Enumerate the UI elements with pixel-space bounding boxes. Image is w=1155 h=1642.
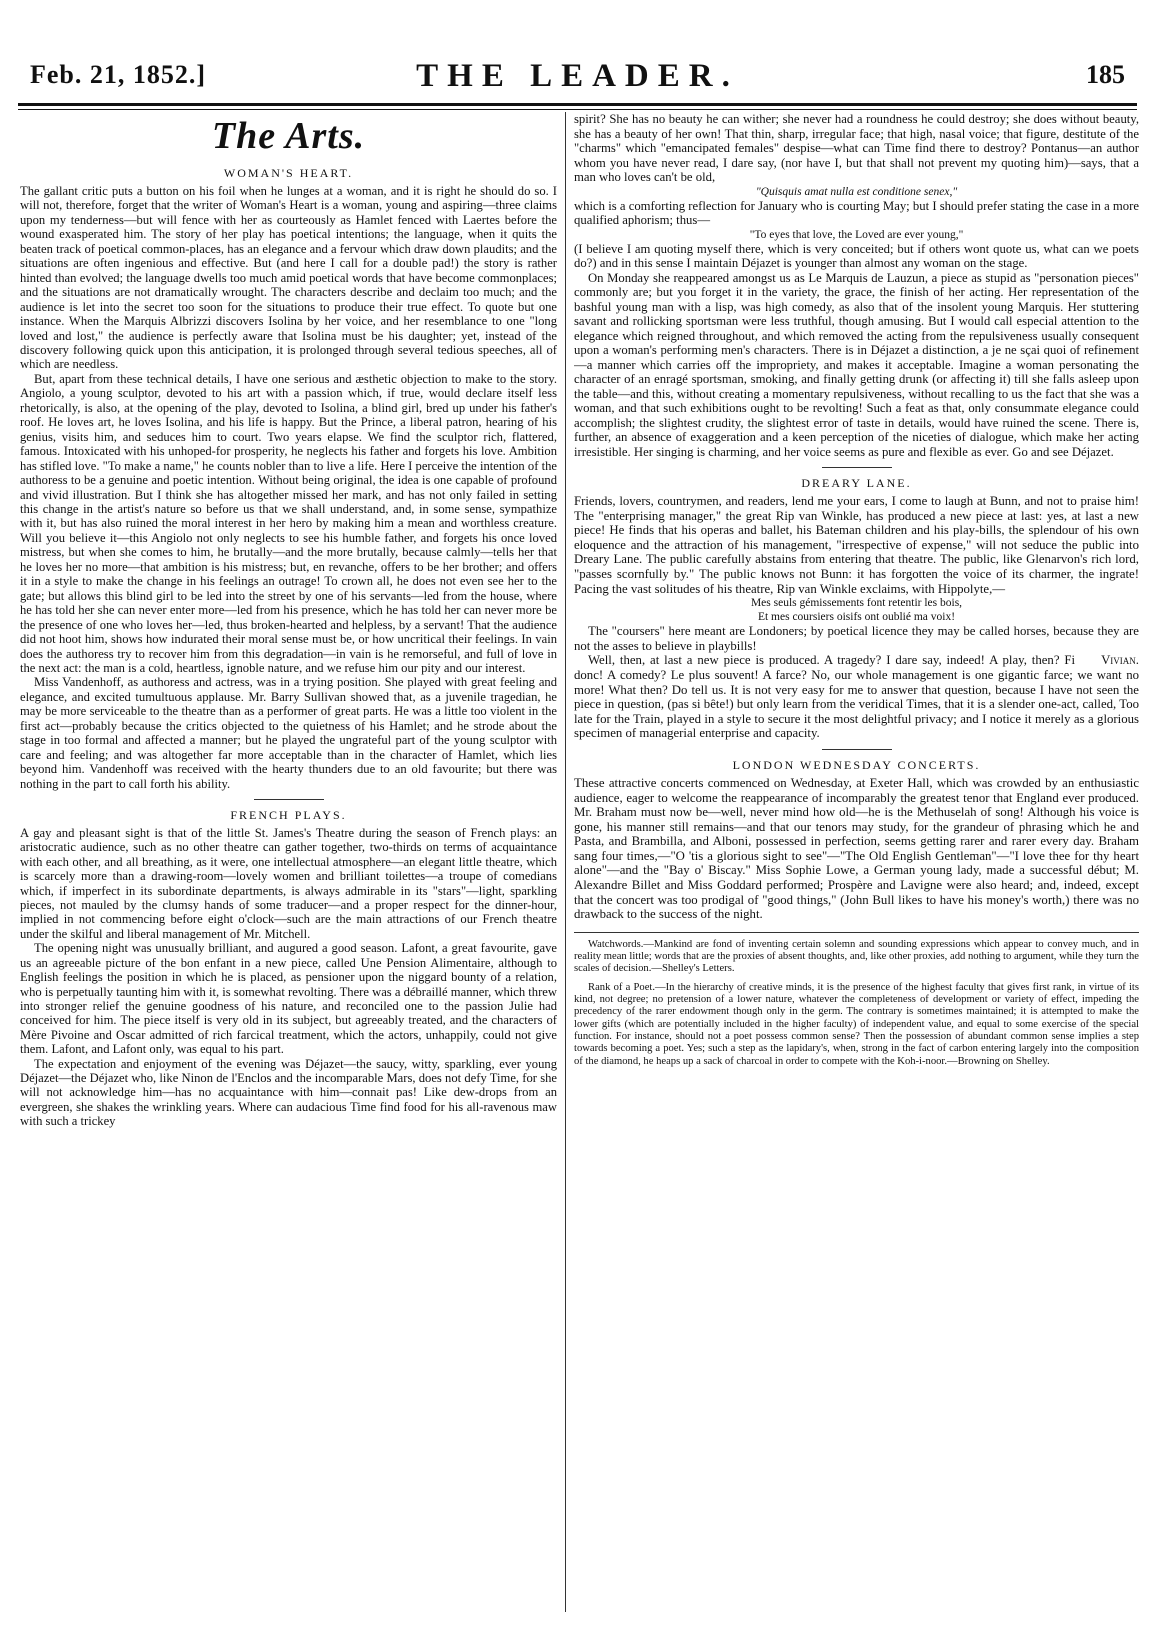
issue-date: Feb. 21, 1852.] — [30, 60, 207, 89]
column-divider — [565, 112, 566, 1612]
french-plays-paragraph: The expectation and enjoyment of the evening was Déjazet—the saucy, witty, sparkling, ever young Déjazet—the Déjazet who, like Ninon de l'Enclos and the incomparable Mars, does not defy Time, for she will not acknowledge him—has no acquaintance with him—connait pas! Like dew-drops from an evergreen, she shakes the wrinkling years. Where can audacious Time find food for his all-ravenous maw with such a trickey — [20, 1056, 557, 1129]
womans-heart-paragraph: The gallant critic puts a button on his foil when he lunges at a woman, and it is right he should do so. I will not, therefore, forget that the writer of Woman's Heart is a woman, young and aspiring—three claims upon my tenderness—but will fence with her as courteously as Hamlet fenced with Laertes before the wound exasperated him. The story of her play has poetical intentions; the language, when it quits the beaten track of poetical common-places, has an elegance and a fervour which draw down plaudits; and the situations are often ingenious and effective. But (and here I call for a double pad!) the story is rather hinted than evolved; the language dwells too much amid poetical words that have become commonplaces; and the situations are not dramatically wrought. The characters describe and declaim too much; and the audience is let into the secret too soon for the situations to produce their true effect. To quote but one instance. When the Marquis Albrizzi discovers Isolina by her voice, and her resemblance to one "long loved and lost," the audience is perfectly aware that Isolina must be his daughter; yet, instead of the discovery following quick upon this anticipation, it is prolonged through several tedious speeches, all of which are needless. — [20, 184, 557, 372]
dreary-lane-text: Well, then, at last a new piece is produced. A tragedy? I dare say, indeed! A play, then? Fi donc! A comedy? Le plus souvent! A farce? No, our whole management is one gigantic farce; we want no more! What then? Do tell us. It is not very easy for me to answer that question, because I have not seen the piece in question, (pas si bête!) but only learn from the veridical Times, that it is a slender one-act, called, Too late for the Train, played in a style to secure it the most delightful privacy; and I notice it merely as a glorious specimen of managerial enterprise and capacity. — [574, 653, 1139, 741]
separator-rule-full — [574, 932, 1139, 933]
dreary-lane-paragraph: Friends, lovers, countrymen, and readers, lend me your ears, I come to laugh at Bunn, and not to praise him! The "enterprising manager," the great Rip van Winkle, has produced a new piece at last: yes, at last a new piece! He finds that his operas and ballet, his Bateman children and his play-bills, the splendour of his own eloquence and the attraction of his management, "irrespective of expense," will not seduce the public into Dreary Lane. The public carefully abstains from entering that theatre. The public, like Glenarvon's rich lord, "passes scornfully by." The public knows not Bunn: it has forgotten the voice of its charmer, the ingrate! Pacing the vast solitudes of his theatre, Rip van Winkle exclaims, with Hippolyte,— — [574, 494, 1139, 596]
separator-rule — [822, 749, 892, 750]
article-title-dreary-lane: DREARY LANE. — [801, 476, 912, 490]
womans-heart-paragraph: Miss Vandenhoff, as authoress and actress, was in a trying position. She played with great feeling and elegance, and excited tumultuous applause. Mr. Barry Sullivan showed that, as a juvenile tragedian, he may be more serviceable to the theatre than as a performer of great parts. He was a little too violent in the first act—probably because the critics objected to the quietness of his Hamlet; and he strode about the stage in too formal and affected a manner; but he played the ungrateful part of the young sculptor with care and feeling; and was altogether far more acceptable than in the character of Hamlet, which lies beyond him. Vandenhoff was received with the hearty thunders due to an old favourite; but there was nothing in the part to call forth his ability. — [20, 675, 557, 791]
dejazet-paragraph: On Monday she reappeared amongst us as Le Marquis de Lauzun, a piece as stupid as "personation pieces" commonly are; but you forget it in the variety, the grace, the finish of her acting. Her representation of the bashful young man with a lisp, was high comedy, as also that of the insolent young Marquis. Her stuttering savant and rollicking sportsman were less truthful, though amusing. But I would call especial attention to the elegance which reigned throughout, and which removed the acting from the repulsiveness usually consequent upon a woman's performing men's characters. There is in Déjazet a distinction, a je ne sçai quoi of refinement—a manner which carries off the impropriety, and makes it acceptable. Imagine a woman personating the character of an enragé sportsman, smoking, and finally getting drunk (or affecting it) till she falls asleep upon the table—and this, without creating a momentary repulsiveness, without recalling to us the fact that she was a woman, and that such exhibitions ought to be revolting! Such a feat as that, only consummate elegance could accomplish; the slightest crudity, the slightest error of taste in details, would have ruined the scene. There is, further, an absence of exaggeration and a keen perception of the niceties of dialogue, which make her acting irresistible. Her singing is charming, and her voice seems as pure and flexible as ever. Go and see Déjazet. — [574, 270, 1139, 459]
dreary-lane-paragraph — [574, 653, 1139, 741]
french-verse-line: Mes seuls gémissements font retentir les bois, — [750, 597, 963, 610]
article-title-french-plays: FRENCH PLAYS. — [230, 808, 347, 823]
article-title-london-wednesday-concerts: LONDON WEDNESDAY CONCERTS. — [732, 757, 981, 772]
section-heading: The Arts. — [211, 115, 366, 157]
dejazet-paragraph: (I believe I am quoting myself there, which is very conceited; but if others wont quote us, what can we poets do?) and in this sense I maintain Déjazet is younger than almost any woman on the stage. — [574, 241, 1139, 270]
right-column — [574, 112, 1139, 1617]
dreary-lane-paragraph: The "coursers" here meant are Londoners; by poetical licence they may be called horses, because they are not the asses to believe in playbills! — [574, 624, 1139, 653]
concerts-paragraph: These attractive concerts commenced on Wednesday, at Exeter Hall, which was crowded by an enthusiastic audience, eager to welcome the reappearance of incomparably the greatest tenor that England ever produced. Mr. Braham must now be—well, never mind how old—he is the Methuselah of song! Although his voice is gone, his manner still remains—and that our tenors may study, for the grandeur of phrasing which he and Pasta, and Brambilla, and Alboni, possessed in perfection, seems getting rarer and rarer every day. Braham sang four times,—"O 'tis a glorious sight to see"—"The Old English Gentleman"—"I love thee for thy heart alone"—and the "Bay o' Biscay." Miss Sophie Lowe, a German young lady, made a successful début; M. Alexandre Billet and Miss Goddard performed; Prospère and Lavigne were also heard; and, indeed, except that the concert was too prodigal of "good things," (John Bull likes to have his money's worth,) there was no drawback to the success of the night. — [574, 775, 1139, 922]
french-plays-paragraph: A gay and pleasant sight is that of the little St. James's Theatre during the season of French plays: an aristocratic audience, such as no other theatre can gather together, two-thirds on terms of acquaintance with each other, and all breathing, as it were, one intellectual atmosphere—an elegant little theatre, which is scarcely more than a drawing-room—lovely women and brilliant toilettes—a troupe of comedians which, if imperfect in its subordinate departments, is always admirable in its "stars"—light, sparkling pieces, not mauled by the clumsy hands of some traducer—and a proper respect for the dinner-hour, implied in not commencing before eight o'clock—such are the main attractions of our French theatre under the skilful and liberal management of Mr. Mitchell. — [20, 826, 557, 941]
dejazet-paragraph: which is a comforting reflection for January who is courting May; but I should prefer stating the case in a more qualified aphorism; thus— — [574, 198, 1139, 227]
rank-of-a-poet-paragraph: Rank of a Poet.—In the hierarchy of creative minds, it is the presence of the highest faculty that gives first rank, in virtue of its kind, not degree; no pretension of a lower nature, whatever the completeness of development or variety of effect, impeding the precedency of the rarer endowment though only in the germ. The contrary is sometimes maintained; it is attempted to make the lower gifts (which are potentially included in the higher faculty) of independent value, and equal to some exercise of the special function. For instance, should not a poet possess common sense? Then the possession of abundant common sense implies a step towards becoming a poet. Yes; such a step as the lapidary's, when, strong in the fact of carbon entering largely into the composition of the diamond, he heaps up a sack of charcoal in order to compete with the Koh-i-noor.—Browning on Shelley. — [574, 981, 1139, 1067]
womans-heart-paragraph: But, apart from these technical details, I have one serious and æsthetic objection to make to the story. Angiolo, a young sculptor, devoted to his art with a passion which, if true, would declare itself less rhetorically, is also, at the opening of the play, devoted to Isolina, a blind girl, bred up under his father's roof. He loves art, he loves Isolina, and his life is happy. But the Prince, a liberal patron, hearing of his genius, visits him, and seduces him to court. Two years elapse. We find the sculptor rich, flattered, famous. Intoxicated with his unhoped-for prosperity, he neglects his father and forgets his love. Ambition has stifled love. "To make a name," he counts nobler than to live a life. Here I perceive the intention of the authoress to be a genuine and poetic intention. Without being original, the idea is one capable of profound and vivid illustration. But I think she has altogether missed her mark, and has not only failed in setting this change in the artist's nature so before us that we shall understand, and, in some sense, sympathize with it, but has also ruined the moral interest in her hero by making him a mean and worthless creature. Will you believe it—this Angiolo not only neglects to see his humble father, and forgets his once loved mistress, but when she comes to him, he brutally—and the more brutally, because calmly—tells her that he loves her no more—that ambition is his mistress; but, en revanche, offers to be her brother; and offers it in a style to make the change in his feelings an outrage! To crown all, he does not even see her to the gate; but allows this blind girl to be led into the street by one of his servants—led from the house, where he has told her she can never enter more—led from his presence, which he has told her can never more be the presence of one who loves her—led, thus broken-hearted and helpless, by a servant! That the audience did not hoot him, shows how indurated their moral sense must be, or how uncritical their feelings. In vain does the authoress try to recover him from this degradation—in vain is he remorseful, and full of love in the next act: the man is a cold, heartless, ignoble nature, and we refuse him our pity and our interest. — [20, 371, 557, 675]
header-rule-thin — [18, 109, 1137, 110]
page-number: 185 — [1086, 60, 1125, 89]
french-plays-paragraph: The opening night was unusually brilliant, and augured a good season. Lafont, a great favourite, gave us an agreeable picture of the bon enfant in a new piece, called Une Pension Alimentaire, although to English feelings the position in which he is placed, as pensioner upon the niggard bounty of a relation, who is perpetually taunting him with it, is somewhat revolting. There was a débraillé manner, which threw into stronger relief the genuine goodness of his nature, and reconciled one to the passion Julie had conceived for him. The piece itself is very old in its subject, but agreeably treated, and the characters of Mère Pivoine and Oscar admitted of rich farcical treatment, which the actors, unhappily, could not give them. Lafont, and Lafont only, was equal to his part. — [20, 941, 557, 1057]
left-column — [20, 112, 557, 1617]
latin-quote: "Quisquis amat nulla est conditione senex," — [755, 185, 958, 198]
separator-rule — [254, 799, 324, 800]
author-signature: Vivian. — [1101, 653, 1139, 668]
page-header — [30, 58, 1125, 100]
french-verse-line: Et mes coursiers oisifs ont oublié ma voix! — [757, 611, 956, 624]
watchwords-paragraph: Watchwords.—Mankind are fond of inventing certain solemn and sounding expressions which appear to convey much, and in reality mean little; words that are the proxies of absent thoughts, and, like other proxies, add nothing to argument, while they turn the scales of decision.—Shelley's Letters. — [574, 938, 1139, 975]
article-title-womans-heart: WOMAN'S HEART. — [223, 166, 354, 180]
separator-rule — [822, 467, 892, 468]
dejazet-paragraph: spirit? She has no beauty he can wither; she never had a roundness he could destroy; she does without beauty, she has a beauty of her own! That thin, sharp, irregular face; that high, nasal voice; that figure, destitute of the "charms" which "emancipated females" despise—what can Time find there to destroy? Pontanus—an author whom you have never read, I dare say, (nor have I, but that shall not prevent my quoting him)—says, that a man who loves can't be old, — [574, 112, 1139, 184]
header-rule-thick — [18, 103, 1137, 106]
newspaper-title: THE LEADER. — [416, 58, 739, 94]
verse-quote: "To eyes that love, the Loved are ever young," — [749, 228, 964, 241]
